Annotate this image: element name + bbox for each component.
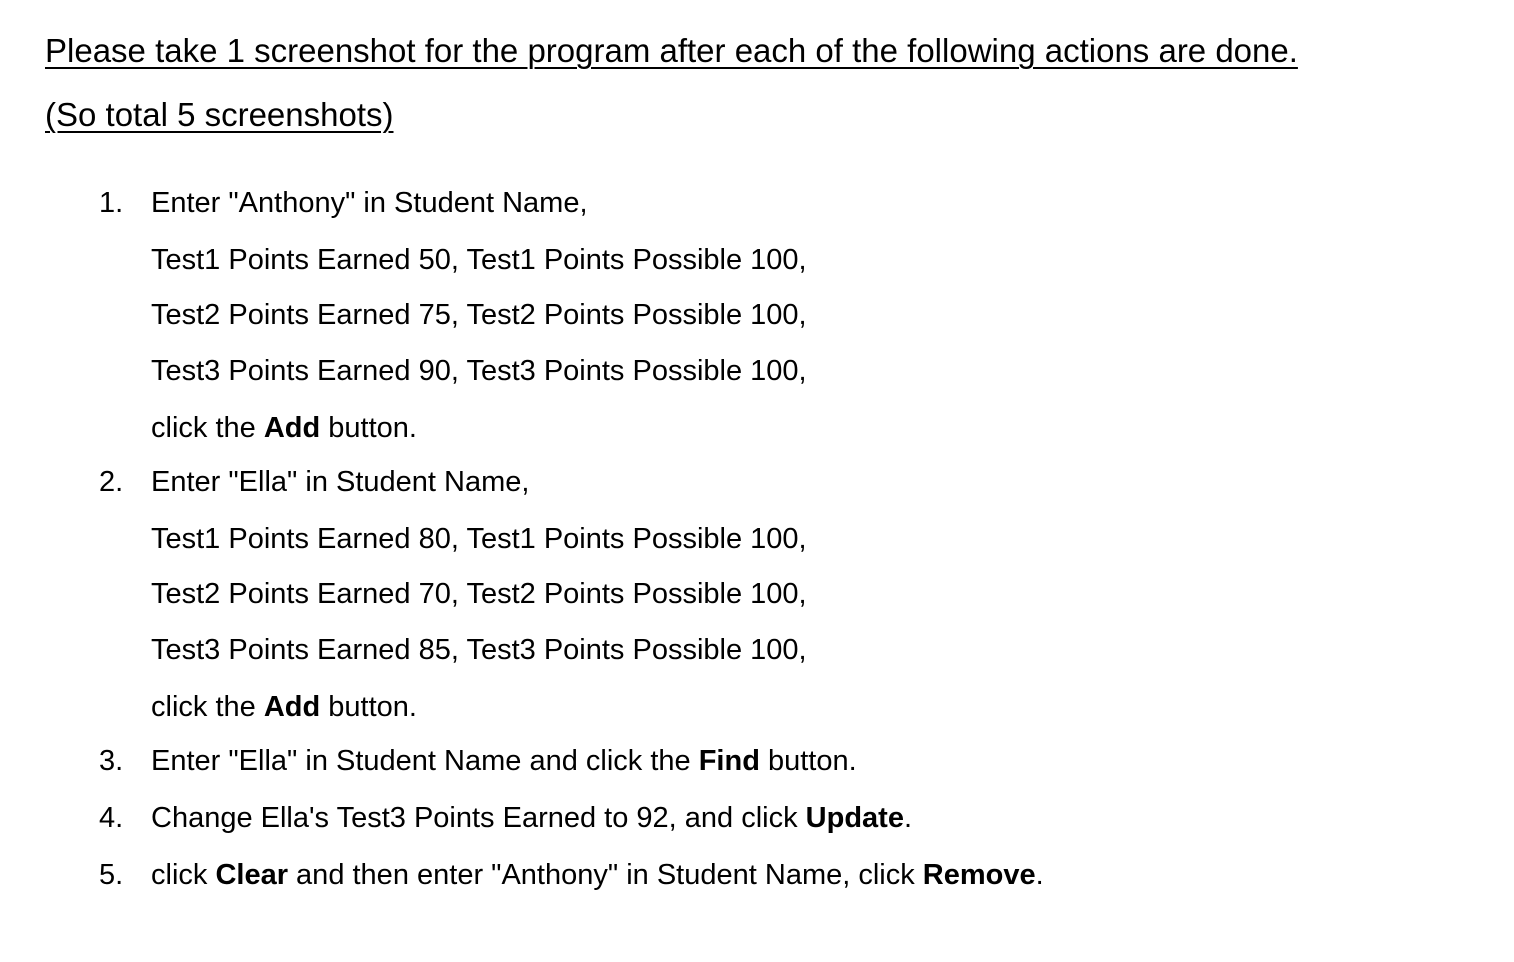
update-keyword: Update xyxy=(805,802,904,834)
step-number: 2. xyxy=(99,466,124,498)
step-line: Test1 Points Earned 50, Test1 Points Possible 100, xyxy=(151,244,807,276)
step-line: Test2 Points Earned 70, Test2 Points Possible 100, xyxy=(151,578,807,610)
step-line: click Clear and then enter "Anthony" in Student Name, click Remove. xyxy=(151,859,1044,891)
step-line: Test1 Points Earned 80, Test1 Points Possible 100, xyxy=(151,523,807,555)
step-line: click the Add button. xyxy=(151,691,417,723)
step-line: Enter "Anthony" in Student Name, xyxy=(151,187,588,219)
step-number: 3. xyxy=(99,745,124,777)
step-number: 5. xyxy=(99,859,124,891)
find-keyword: Find xyxy=(698,745,760,777)
step-line: click the Add button. xyxy=(151,412,417,444)
add-keyword: Add xyxy=(263,412,321,444)
step-number: 1. xyxy=(99,187,124,219)
add-keyword: Add xyxy=(263,691,321,723)
step-line: Test2 Points Earned 75, Test2 Points Possible 100, xyxy=(151,299,807,331)
clear-keyword: Clear xyxy=(215,859,288,891)
remove-keyword: Remove xyxy=(922,859,1036,891)
instructions-heading: Please take 1 screenshot for the program after each of the following actions are done. xyxy=(45,32,1298,69)
step-number: 4. xyxy=(99,802,124,834)
step-line: Enter "Ella" in Student Name and click the Find button. xyxy=(151,745,857,777)
step-line: Test3 Points Earned 85, Test3 Points Possible 100, xyxy=(151,634,807,666)
instructions-subheading: (So total 5 screenshots) xyxy=(45,96,394,133)
step-line: Enter "Ella" in Student Name, xyxy=(151,466,530,498)
step-line: Test3 Points Earned 90, Test3 Points Possible 100, xyxy=(151,355,807,387)
step-line: Change Ella's Test3 Points Earned to 92, and click Update. xyxy=(151,802,913,834)
